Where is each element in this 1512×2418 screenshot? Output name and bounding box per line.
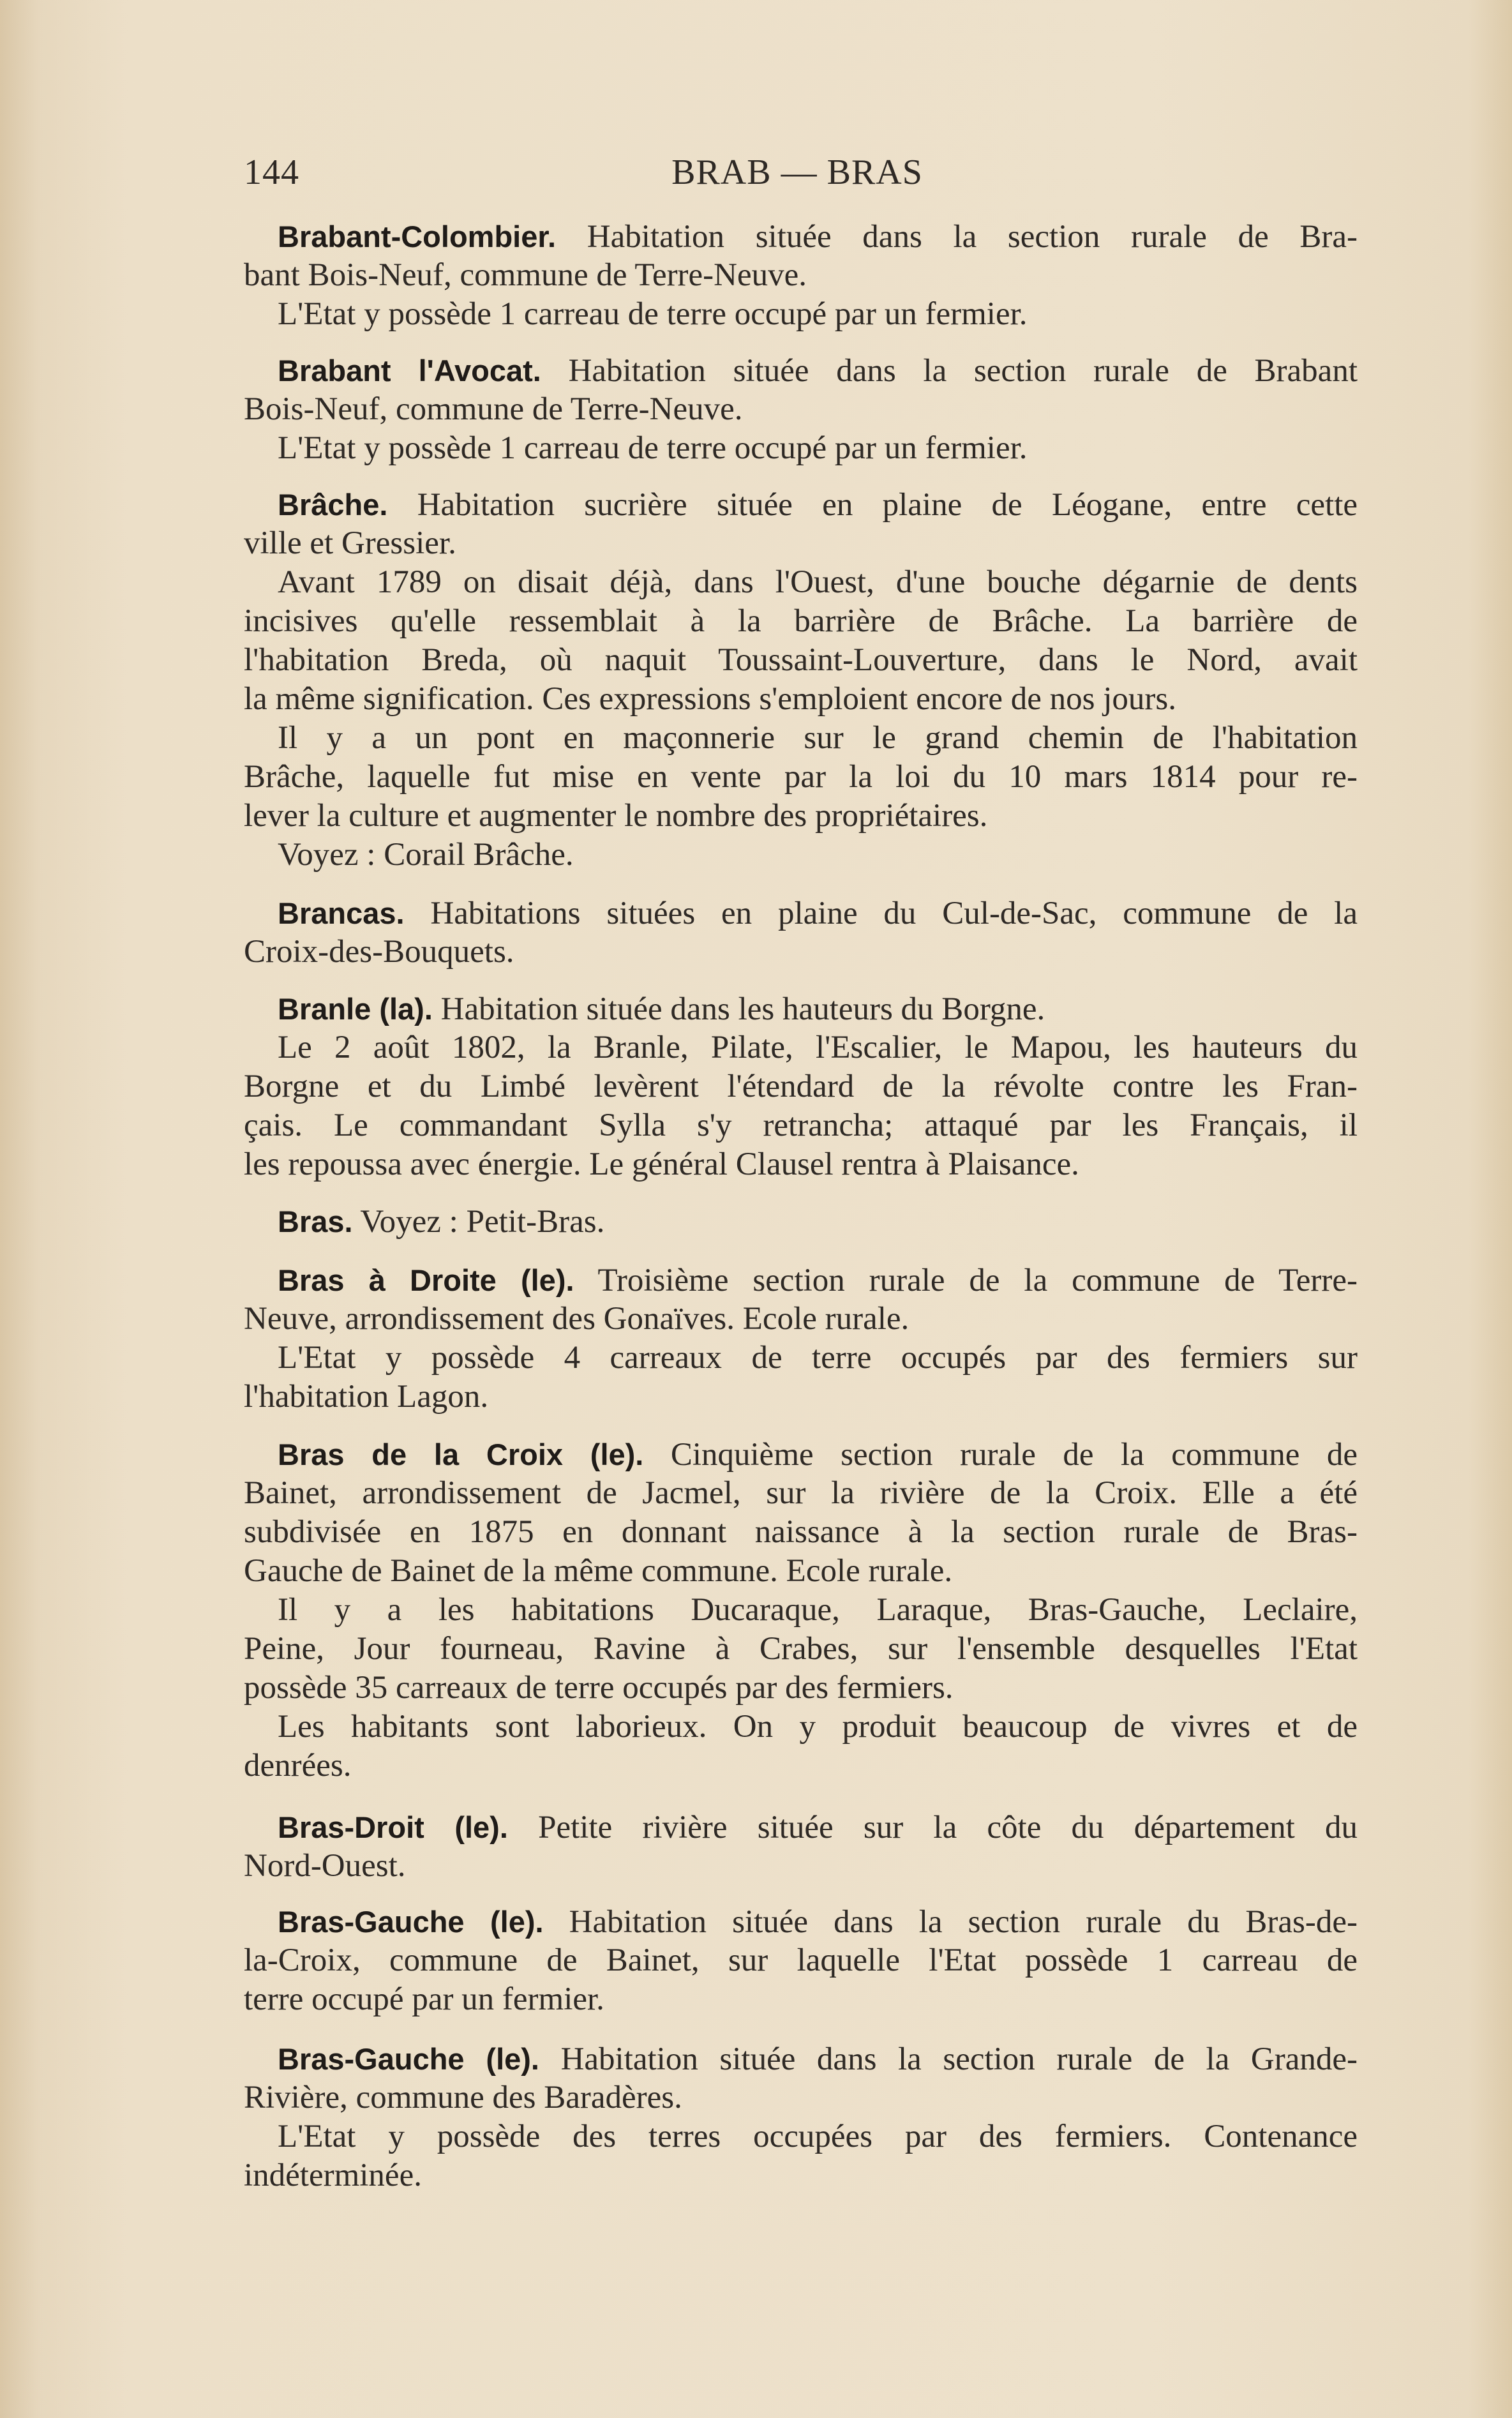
text-line xyxy=(244,1552,1358,1591)
entry-text: Rivière, commune des Baradères. xyxy=(244,2080,682,2115)
text-line xyxy=(244,1028,1358,1067)
text-line xyxy=(244,1261,1358,1300)
entry-headword: Branle (la). xyxy=(278,992,433,1026)
page-number: 144 xyxy=(244,153,299,192)
text-line xyxy=(244,256,1358,295)
text-line xyxy=(244,680,1358,719)
dictionary-entry xyxy=(244,1202,1358,1241)
dictionary-entry xyxy=(244,1261,1358,1416)
dictionary-entry xyxy=(244,1902,1358,2019)
entry-paragraph xyxy=(244,1028,1358,1184)
entry-paragraph xyxy=(244,2117,1358,2195)
entry-text: Habitation située dans la section rurale de la Grande- xyxy=(539,2041,1358,2077)
text-line xyxy=(244,641,1358,680)
entry-headword: Brâche. xyxy=(278,488,388,522)
entry-text: L'Etat y possède 4 carreaux de terre occupés par des fermiers sur xyxy=(278,1340,1358,1376)
entry-paragraph xyxy=(244,894,1358,972)
text-line xyxy=(244,1746,1358,1785)
entry-text: Bainet, arrondissement de Jacmel, sur la rivière de la Croix. Elle a été xyxy=(244,1475,1358,1511)
entry-text: Neuve, arrondissement des Gonaïves. Ecole rurale. xyxy=(244,1301,909,1337)
text-line xyxy=(244,1300,1358,1339)
entry-paragraph xyxy=(244,485,1358,563)
entry-headword: Brabant-Colombier. xyxy=(278,220,557,253)
text-line xyxy=(244,1669,1358,1708)
text-line xyxy=(244,719,1358,758)
text-line xyxy=(244,2156,1358,2195)
entry-text: Habitation située dans les hauteurs du Borgne. xyxy=(432,991,1045,1027)
entry-paragraph xyxy=(244,1708,1358,1785)
text-line xyxy=(244,1145,1358,1184)
text-line xyxy=(244,1708,1358,1746)
text-line xyxy=(244,1808,1358,1847)
entry-text: Le 2 août 1802, la Branle, Pilate, l'Escalier, le Mapou, les hauteurs du xyxy=(278,1030,1358,1065)
text-line xyxy=(244,933,1358,972)
dictionary-entry xyxy=(244,1435,1358,1785)
entry-text: çais. Le commandant Sylla s'y retrancha; attaqué par les Français, il xyxy=(244,1108,1358,1143)
text-line xyxy=(244,1980,1358,2019)
text-line xyxy=(244,602,1358,641)
text-line xyxy=(244,1202,1358,1241)
entry-paragraph xyxy=(244,1808,1358,1886)
text-line xyxy=(244,1591,1358,1630)
entry-text: Petite rivière située sur la côte du département du xyxy=(507,1810,1358,1845)
entry-text: Habitation située dans la section rurale de Bra- xyxy=(556,219,1358,255)
entry-paragraph xyxy=(244,836,1358,875)
entry-headword: Brabant l'Avocat. xyxy=(278,354,541,387)
dictionary-entry xyxy=(244,894,1358,972)
entry-headword: Bras de la Croix (le). xyxy=(278,1438,644,1471)
text-line xyxy=(244,894,1358,933)
entry-paragraph xyxy=(244,719,1358,836)
entry-text: l'habitation Breda, où naquit Toussaint-Louverture, dans le Nord, avait xyxy=(244,642,1358,678)
text-line xyxy=(244,295,1358,334)
dictionary-entry xyxy=(244,217,1358,334)
entry-text: bant Bois-Neuf, commune de Terre-Neuve. xyxy=(244,257,807,293)
entry-text: indéterminée. xyxy=(244,2158,422,2193)
entry-headword: Bras. xyxy=(278,1205,353,1238)
text-line xyxy=(244,1339,1358,1378)
entry-paragraph xyxy=(244,989,1358,1028)
entry-text: Il y a un pont en maçonnerie sur le grand chemin de l'habitation xyxy=(278,720,1358,756)
entry-headword: Brancas. xyxy=(278,896,405,930)
entry-text: Voyez : Corail Brâche. xyxy=(278,837,574,873)
text-line xyxy=(244,1513,1358,1552)
entry-text: Brâche, laquelle fut mise en vente par la loi du 10 mars 1814 pour re- xyxy=(244,759,1358,795)
entry-text: Habitation située dans la section rurale de Brabant xyxy=(541,353,1358,389)
entry-text: Avant 1789 on disait déjà, dans l'Ouest, d'une bouche dégarnie de dents xyxy=(278,564,1358,600)
entry-text: Troisième section rurale de la commune de Terre- xyxy=(574,1263,1358,1298)
text-line xyxy=(244,1630,1358,1669)
dictionary-entry xyxy=(244,2039,1358,2195)
entry-paragraph xyxy=(244,1261,1358,1339)
dictionary-entry xyxy=(244,351,1358,468)
text-line xyxy=(244,836,1358,875)
entry-text: Les habitants sont laborieux. On y produit beaucoup de vivres et de xyxy=(278,1709,1358,1745)
entry-text: L'Etat y possède des terres occupées par des fermiers. Contenance xyxy=(278,2119,1358,2154)
entry-paragraph xyxy=(244,1339,1358,1416)
text-line xyxy=(244,563,1358,602)
entry-headword: Bras à Droite (le). xyxy=(278,1263,574,1297)
entry-text: Peine, Jour fourneau, Ravine à Crabes, sur l'ensemble desquelles l'Etat xyxy=(244,1631,1358,1667)
entry-text: Habitation située dans la section rurale du Bras-de- xyxy=(543,1904,1358,1940)
running-head: BRAB — BRAS xyxy=(671,153,923,192)
text-line xyxy=(244,2117,1358,2156)
text-line xyxy=(244,989,1358,1028)
entry-text: possède 35 carreaux de terre occupés par des fermiers. xyxy=(244,1670,954,1706)
entry-paragraph xyxy=(244,1435,1358,1591)
dictionary-entry xyxy=(244,485,1358,875)
text-line xyxy=(244,390,1358,429)
text-line xyxy=(244,1847,1358,1886)
entry-paragraph xyxy=(244,217,1358,295)
entry-text: ville et Gressier. xyxy=(244,525,456,561)
text-line xyxy=(244,217,1358,256)
entry-text: Habitation sucrière située en plaine de Léogane, entre cette xyxy=(387,487,1358,523)
entry-text: denrées. xyxy=(244,1748,352,1783)
entry-paragraph xyxy=(244,351,1358,429)
entry-paragraph xyxy=(244,2039,1358,2117)
text-line xyxy=(244,1941,1358,1980)
entry-text: Voyez : Petit-Bras. xyxy=(352,1204,605,1240)
entry-paragraph xyxy=(244,295,1358,334)
text-line xyxy=(244,524,1358,563)
text-line xyxy=(244,1435,1358,1474)
entry-paragraph xyxy=(244,1902,1358,2019)
dictionary-entry xyxy=(244,1808,1358,1886)
entry-paragraph xyxy=(244,563,1358,719)
entry-text: la-Croix, commune de Bainet, sur laquelle l'Etat possède 1 carreau de xyxy=(244,1942,1358,1978)
entry-paragraph xyxy=(244,429,1358,468)
entry-text: incisives qu'elle ressemblait à la barrière de Brâche. La barrière de xyxy=(244,603,1358,639)
entry-text: Bois-Neuf, commune de Terre-Neuve. xyxy=(244,391,743,427)
text-line xyxy=(244,351,1358,390)
text-line xyxy=(244,758,1358,797)
entry-headword: Bras-Gauche (le). xyxy=(278,2042,539,2076)
entry-headword: Bras-Gauche (le). xyxy=(278,1905,544,1939)
entry-text: l'habitation Lagon. xyxy=(244,1379,489,1415)
entry-text: lever la culture et augmenter le nombre des propriétaires. xyxy=(244,798,988,834)
text-line xyxy=(244,2039,1358,2078)
text-line xyxy=(244,1902,1358,1941)
entry-text: Borgne et du Limbé levèrent l'étendard de la révolte contre les Fran- xyxy=(244,1069,1358,1104)
entry-text: Gauche de Bainet de la même commune. Ecole rurale. xyxy=(244,1553,953,1589)
entry-paragraph xyxy=(244,1202,1358,1241)
text-line xyxy=(244,2078,1358,2117)
text-line xyxy=(244,1474,1358,1513)
text-line xyxy=(244,1378,1358,1416)
entry-text: subdivisée en 1875 en donnant naissance à la section rurale de Bras- xyxy=(244,1514,1358,1550)
entry-paragraph xyxy=(244,1591,1358,1708)
entry-text: les repoussa avec énergie. Le général Clausel rentra à Plaisance. xyxy=(244,1146,1079,1182)
entry-text: Croix-des-Bouquets. xyxy=(244,934,514,970)
text-line xyxy=(244,1106,1358,1145)
entry-headword: Bras-Droit (le). xyxy=(278,1810,508,1844)
entry-text: Cinquième section rurale de la commune de xyxy=(643,1437,1358,1473)
entry-text: Il y a les habitations Ducaraque, Laraque, Bras-Gauche, Leclaire, xyxy=(278,1592,1358,1628)
text-line xyxy=(244,485,1358,524)
entry-text: Nord-Ouest. xyxy=(244,1848,406,1884)
entry-text: terre occupé par un fermier. xyxy=(244,1981,604,2017)
entry-text: L'Etat y possède 1 carreau de terre occupé par un fermier. xyxy=(278,430,1028,466)
text-line xyxy=(244,429,1358,468)
entry-text: la même signification. Ces expressions s'emploient encore de nos jours. xyxy=(244,681,1176,717)
text-line xyxy=(244,1067,1358,1106)
dictionary-entry xyxy=(244,989,1358,1184)
entry-text: L'Etat y possède 1 carreau de terre occupé par un fermier. xyxy=(278,296,1028,332)
entry-text: Habitations situées en plaine du Cul-de-Sac, commune de la xyxy=(404,896,1358,931)
text-line xyxy=(244,797,1358,836)
